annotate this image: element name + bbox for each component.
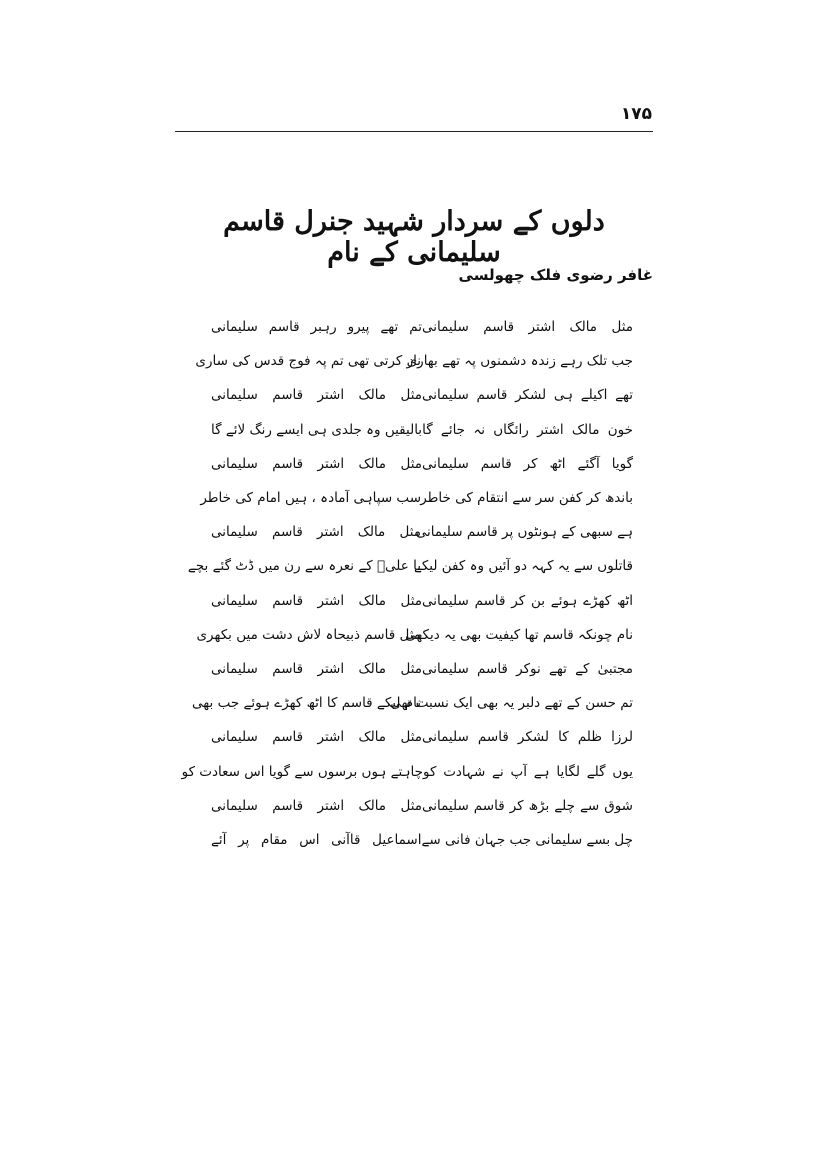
verse-left: چاہتے ہوں برسوں سے گویا اس سعادت کو	[181, 763, 423, 780]
poem-couplet-row	[175, 413, 653, 447]
verse-right: یوں گلے لگایا ہے آپ نے شہادت کو	[423, 763, 633, 780]
verse-left: مثل مالک اشتر قاسم سلیمانی	[211, 455, 422, 472]
verse-left: مثل مالک اشتر قاسم سلیمانی	[211, 729, 422, 746]
poem-couplet-row	[175, 618, 653, 652]
poem-couplet-row	[175, 754, 653, 788]
poem-title: دلوں کے سردار شہید جنرل قاسم سلیمانی کے نام	[223, 206, 605, 268]
poem-couplet-row	[175, 789, 653, 823]
verse-left: مثل مالک اشتر قاسم سلیمانی	[211, 387, 422, 404]
poem-couplet-row	[175, 549, 653, 583]
verse-right: چل بسے سلیمانی جب جہان فانی سے	[421, 831, 633, 848]
verse-left: مثل مالک اشتر قاسم سلیمانی	[211, 524, 421, 541]
verse-right: جب تلک رہے زندہ دشمنوں پہ تھے بھاری	[406, 353, 633, 370]
poem-couplet-row	[175, 310, 653, 344]
header-rule	[175, 131, 653, 132]
verse-right: لرزا ظلم کا لشکر قاسم سلیمانی	[422, 729, 633, 746]
poet-name: غافر رضوی فلک چھولسی	[458, 266, 653, 284]
verse-left: سب سپاہی آمادہ ، ہیں امام کی خاطر	[200, 490, 421, 507]
verse-right: مثل مالک اشتر قاسم سلیمانی	[422, 319, 633, 336]
poem-couplet-row	[175, 344, 653, 378]
verse-left: مثل مالک اشتر قاسم سلیمانی	[211, 797, 422, 814]
verse-right: مجتبیٰ کے تھے نوکر قاسم سلیمانی	[422, 660, 633, 677]
verse-left: نام لیکے قاسم کا اٹھ کھڑے ہوئے جب بھی	[192, 695, 421, 712]
poem-couplet-row	[175, 378, 653, 412]
poem-couplet-row	[175, 481, 653, 515]
poem-couplet-row	[175, 720, 653, 754]
verse-left: مثل مالک اشتر قاسم سلیمانی	[211, 660, 422, 677]
verse-right: تم حسن کے تھے دلبر یہ بھی ایک نسبت تھی	[390, 695, 633, 712]
poem-couplet-row	[175, 652, 653, 686]
verse-left: مثل قاسم ذبیحاہ لاش دشت میں بکھری	[196, 626, 421, 643]
page-number: ۱۷۵	[620, 104, 652, 124]
poem-couplet-row	[175, 823, 653, 857]
verse-right: ہے سبھی کے ہونٹوں پر قاسم سلیمانی	[415, 524, 633, 541]
verse-left: یا علیؑ کے نعرہ سے رن میں ڈٹ گئے بچے	[187, 558, 421, 575]
verse-right: باندھ کر کفن سر سے انتقام کی خاطر	[420, 490, 633, 507]
poem-couplet-row	[175, 447, 653, 481]
verse-right: شوق سے چلے بڑھ کر قاسم سلیمانی	[422, 797, 633, 814]
verse-left: ناز کرتی تھی تم پہ فوج قدس کی ساری	[195, 353, 421, 370]
poem	[175, 310, 653, 857]
verse-left: تم تھے پیرو رہبر قاسم سلیمانی	[211, 319, 422, 336]
verse-right: قاتلوں سے یہ کہہ دو آئیں وہ کفن لیکے	[413, 558, 633, 575]
verse-left: بالیقیں وہ جلدی ہی ایسے رنگ لائے گا	[211, 421, 423, 438]
verse-right: نام چونکہ قاسم تھا کیفیت بھی یہ دیکھی	[405, 626, 633, 643]
poem-couplet-row	[175, 515, 653, 549]
poem-couplet-row	[175, 686, 653, 720]
verse-right: گویا آگئے اٹھ کر قاسم سلیمانی	[422, 455, 633, 472]
verse-left: مثل مالک اشتر قاسم سلیمانی	[211, 592, 422, 609]
verse-right: خون مالک اشتر رائگاں نہ جائے گا	[422, 421, 633, 438]
verse-left: اسماعیل قاآنی اس مقام پر آئے	[211, 831, 422, 848]
poem-couplet-row	[175, 584, 653, 618]
verse-right: اٹھ کھڑے ہوئے بن کر قاسم سلیمانی	[422, 592, 633, 609]
verse-right: تھے اکیلے ہی لشکر قاسم سلیمانی	[422, 387, 633, 404]
